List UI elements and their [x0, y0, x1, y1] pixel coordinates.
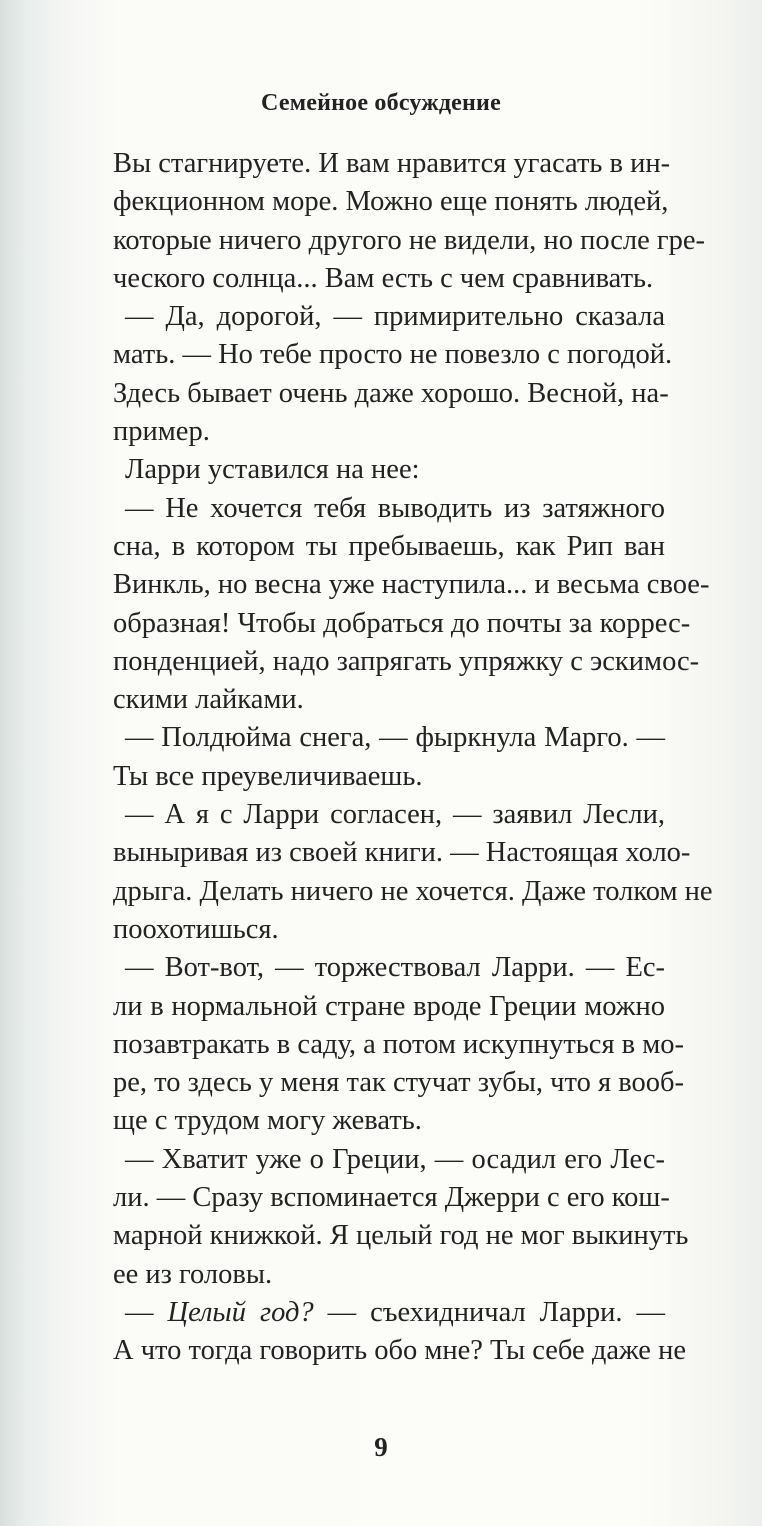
text-line: А что тогда говорить обо мне? Ты себе даже не [113, 1335, 686, 1367]
text-line: ще с трудом могу жевать. [113, 1105, 422, 1137]
text-line: — Не хочется тебя выводить из затяжного [125, 492, 665, 524]
text-line [113, 1294, 665, 1332]
text-line: которые ничего другого не видели, но после гре- [113, 224, 706, 256]
running-head: Семейное обсуждение [261, 90, 501, 116]
page-number: 9 [374, 1432, 388, 1462]
text-line: Вы стагнируете. И вам нравится угасать в ин- [113, 148, 671, 179]
text-line: Винкль, но весна уже наступила... и весьма свое- [113, 569, 710, 601]
text-line: Ты все преувеличиваешь. [113, 760, 423, 792]
text-line: выныривая из своей книги. — Настоящая холо- [113, 837, 691, 869]
text-line: пример. [113, 416, 210, 448]
text-line: Здесь бывает очень даже хорошо. Весной, на- [113, 377, 669, 409]
text-line: — Вот-вот, — торжествовал Ларри. — Ес- [125, 952, 665, 984]
italic-phrase: Целый год? [167, 1296, 314, 1328]
text-line: марной книжкой. Я целый год не мог выкинуть [113, 1220, 689, 1252]
text-line: фекционном море. Можно еще понять людей, [113, 186, 669, 218]
body-text [113, 145, 713, 1371]
text-line: образная! Чтобы добраться до почты за коррес- [113, 607, 691, 639]
text-line: ее из головы. [113, 1258, 273, 1290]
text-line: скими лайками. [113, 684, 304, 716]
text-line: ли. — Сразу вспоминается Джерри с его кош- [113, 1182, 670, 1214]
text-line: — А я с Ларри согласен, — заявил Лесли, [125, 799, 665, 831]
text-line: ре, то здесь у меня так стучат зубы, что я вооб- [113, 1067, 684, 1099]
text-line: — Хватит уже о Греции, — осадил его Лес- [125, 1143, 665, 1175]
text-line: — Да, дорогой, — примирительно сказала [125, 301, 665, 333]
text-line: поохотишься. [113, 913, 279, 945]
text-line: дрыга. Делать ничего не хочется. Даже толком не [113, 875, 713, 907]
text-line: сна, в котором ты пребываешь, как Рип ван [113, 530, 665, 562]
text-line: ли в нормальной стране вроде Греции можно [113, 990, 665, 1022]
text-line: — Полдюйма снега, — фыркнула Марго. — [125, 722, 665, 754]
line-pre: — [125, 1296, 168, 1328]
text-line: понденцией, надо запрягать упряжку с эскимос- [113, 645, 700, 677]
text-line: позавтракать в саду, а потом искупнуться в мо- [113, 1028, 685, 1060]
text-line: мать. — Но тебе просто не повезло с погодой. [113, 339, 673, 371]
text-line: ческого солнца... Вам есть с чем сравнивать. [113, 262, 654, 294]
text-line: Ларри уставился на нее: [125, 454, 420, 486]
line-post: — съехидничал Ларри. — [313, 1296, 665, 1328]
